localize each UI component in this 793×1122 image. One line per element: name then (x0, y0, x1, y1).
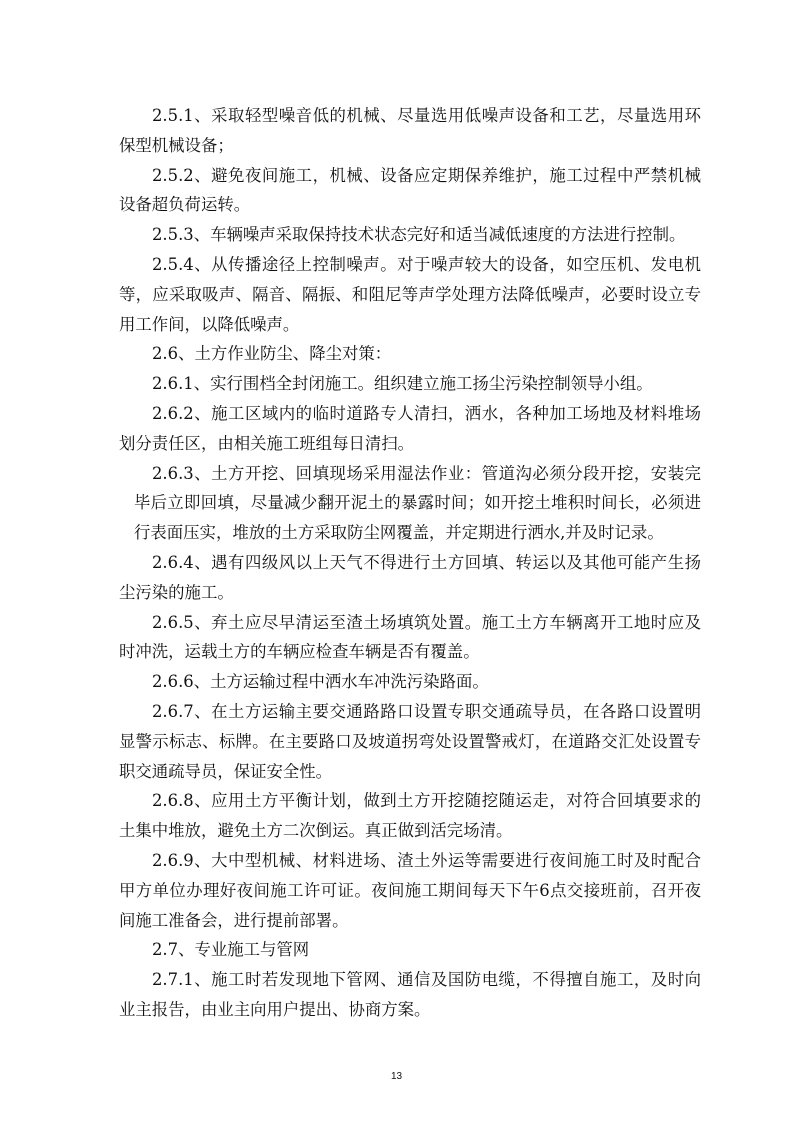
paragraph (119, 608, 701, 668)
paragraph (119, 250, 701, 339)
text-line: 2.5.1、采取轻型噪音低的机械、尽量选用低噪声设备和工艺，尽量选用环 (152, 106, 701, 125)
document-body (119, 101, 701, 1025)
text-line: 用工作间，以降低噪声。 (119, 314, 300, 334)
text-line: 行表面压实，堆放的土方采取防尘网覆盖，并定期进行洒水,并及时记录。 (134, 523, 664, 543)
paragraph (119, 786, 701, 846)
paragraph (119, 965, 701, 1025)
paragraph (119, 399, 701, 459)
text-line: 业主报告，由业主向用户提出、协商方案。 (119, 999, 431, 1019)
text-line: 2.6.1、实行围档全封闭施工。组织建立施工扬尘污染控制领导小组。 (152, 374, 653, 394)
text-line: 2.6、土方作业防尘、降尘对策： (152, 344, 392, 364)
text-line: 间施工准备会，进行提前部署。 (119, 910, 349, 930)
text-line: 毕后立即回填，尽量减少翻开泥土的暴露时间；如开挖土堆积时间长，必须进 (134, 493, 701, 513)
text-line: 2.5.4、从传播途径上控制噪声。对于噪声较大的设备，如空压机、发电机 (152, 254, 701, 274)
text-line: 2.6.8、应用土方平衡计划，做到土方开挖随挖随运走，对符合回填要求的 (152, 791, 701, 811)
text-line: 职交通疏导员，保证安全性。 (119, 761, 333, 781)
text-line: 2.6.9、大中型机械、材料进场、渣土外运等需要进行夜间施工时及时配合 (152, 850, 701, 870)
paragraph (119, 667, 701, 697)
text-line: 显警示标志、标牌。在主要路口及坡道拐弯处设置警戒灯，在道路交汇处设置专 (119, 731, 701, 751)
text-line: 保型机械设备； (119, 135, 234, 155)
paragraph (119, 339, 701, 369)
text-line: 2.6.3、土方开挖、回填现场采用湿法作业：管道沟必须分段开挖，安装完 (152, 463, 701, 483)
text-line: 尘污染的施工。 (119, 582, 234, 602)
paragraph (119, 369, 701, 399)
text-line: 设备超负荷运转。 (119, 195, 251, 215)
text-line: 2.7.1、施工时若发现地下管网、通信及国防电缆，不得擅自施工，及时向 (152, 970, 701, 990)
paragraph (119, 220, 701, 250)
text-line: 2.6.6、土方运输过程中洒水车冲洗污染路面。 (152, 672, 489, 692)
text-line: 2.5.3、车辆噪声采取保持技术状态完好和适当减低速度的方法进行控制。 (152, 225, 686, 245)
text-line: 2.5.2、避免夜间施工，机械、设备应定期保养维护，施工过程中严禁机械 (152, 165, 701, 185)
paragraph (119, 935, 701, 965)
paragraph (119, 161, 701, 221)
text-line: 2.6.4、遇有四级风以上天气不得进行土方回填、转运以及其他可能产生扬 (152, 552, 701, 572)
text-line: 划分责任区，由相关施工班组每日清扫。 (119, 433, 415, 453)
text-line: 等，应采取吸声、隔音、隔振、和阻尼等声学处理方法降低噪声，必要时设立专 (119, 284, 701, 304)
text-line: 2.6.2、施工区域内的临时道路专人清扫，洒水，各种加工场地及材料堆场 (152, 403, 701, 423)
text-line: 2.6.7、在土方运输主要交通路路口设置专职交通疏导员，在各路口设置明 (152, 701, 701, 721)
paragraph (119, 548, 701, 608)
paragraph (119, 846, 701, 935)
text-line: 土集中堆放，避免土方二次倒运。真正做到活完场清。 (119, 821, 513, 841)
paragraph (119, 697, 701, 786)
page-number: 13 (390, 1071, 403, 1082)
text-line: 甲方单位办理好夜间施工许可证。夜间施工期间每天下午6点交接班前，召开夜 (119, 880, 701, 900)
paragraph (119, 101, 701, 161)
text-line: 时冲洗，运载土方的车辆应检查车辆是否有覆盖。 (119, 642, 480, 662)
text-line: 2.7、专业施工与管网 (152, 940, 310, 960)
text-line: 2.6.5、弃土应尽早清运至渣土场填筑处置。施工土方车辆离开工地时应及 (152, 612, 701, 632)
paragraph (119, 459, 701, 548)
